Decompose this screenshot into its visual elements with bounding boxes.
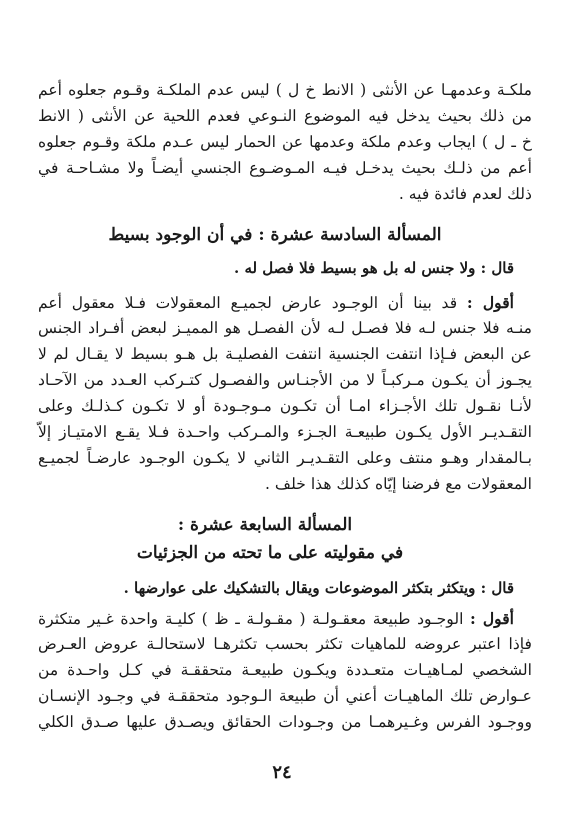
- aqul-label: أقول :: [466, 293, 514, 312]
- text-line: لأنـا نقـول تلك الأجـزاء امـا أن تكـون مـوجـودة أو لا تكـون كـذلـك وعلى: [38, 397, 532, 415]
- text-line: بـالمقدار وهـو منتف وعلى التقـديـر الثاني لا يكـون الوجـود عارضـاً لجميـع: [38, 449, 532, 467]
- text-line: خ ـ ل ) ايجاب وعدم ملكة وعدمها عن الحمار ليس عـدم ملكة وقـوم جعلوه: [38, 133, 532, 151]
- text-line: [38, 606, 532, 632]
- quote-line: قال : ولا جنس له بل هو بسيط فلا فصل له .: [234, 259, 514, 277]
- text-line: المعقولات مع فرضنا إيّاه كذلك هذا خلف .: [265, 475, 532, 493]
- section-subheading: في مقوليته على ما تحته من الجزئيات: [136, 543, 404, 563]
- section-heading: المسألة السادسة عشرة : في أن الوجود بسيط: [108, 225, 442, 245]
- text-span: قد بينا أن الوجـود عارض لجميـع المعقولات فـلا معقول أعم: [38, 294, 467, 312]
- aqul-label: أقول :: [470, 609, 514, 628]
- text-line: أعم من ذلـك بحيث يدخـل فيـه المـوضـوع الجنسي أيضـاً ولا مشـاحـة في: [38, 159, 532, 177]
- text-span: الوجـود طبيعة معقـولـة ( مقـولـة ـ ظ ) كليـة واحدة غـير متكثرة: [38, 610, 471, 628]
- text-line: [38, 290, 532, 316]
- text-line: التقـديـر الأول يكـون طبيعـة الجـزء والمـركب واحـدة فـلا يقـع الامتيـاز إلاّ: [38, 423, 532, 441]
- section-heading: المسألة السابعة عشرة :: [177, 515, 353, 535]
- text-line: عـوارض تلك الماهيـات أعني أن طبيعة الـوجود متحققـة في وجـود الإنسـان: [38, 687, 532, 705]
- quote-line: قال : ويتكثر بتكثر الموضوعات ويقال بالتشكيك على عوارضها .: [123, 579, 514, 597]
- text-line: فإذا اعتبر عروضه للماهيات تكثر بحسب تكثرهـا لاستحالـة عروض العـرض: [38, 635, 532, 653]
- text-line: الشخصي لمـاهيـات متعـددة ويكـون طبيعـة متحققـة في كـل واحـدة من: [38, 661, 532, 679]
- text-line: من ذلك بحيث يدخل فيه الموضوع النـوعي فعدم اللحية عن الأنثى ( الانط: [38, 107, 532, 125]
- text-line: ووجـود الفرس وغـيرهمـا من وجـودات الحقائق ويصـدق عليها صـدق الكلي: [38, 713, 532, 731]
- text-line: عن البعض فـإذا انتفت الجنسية انتفت الفصليـة بل هـو بسيط لا يقـال لم لا: [38, 345, 532, 363]
- text-line: يجـوز أن يكـون مـركبـاً لا من الأجنـاس والفصـول كتـركب العـدد من الآحـاد: [38, 371, 532, 389]
- text-line: منـه فلا جنس لـه فلا فصـل لـه لأن الفصـل هو المميـز لبعض أفـراد الجنس: [38, 319, 532, 337]
- text-line: ذلك لعدم فائدة فيه .: [398, 185, 532, 203]
- text-line: ملكـة وعدمهـا عن الأنثى ( الانط خ ل ) ليس عدم الملكـة وقـوم جعلوه أعم: [38, 81, 532, 99]
- page-number: ٢٤: [272, 762, 292, 783]
